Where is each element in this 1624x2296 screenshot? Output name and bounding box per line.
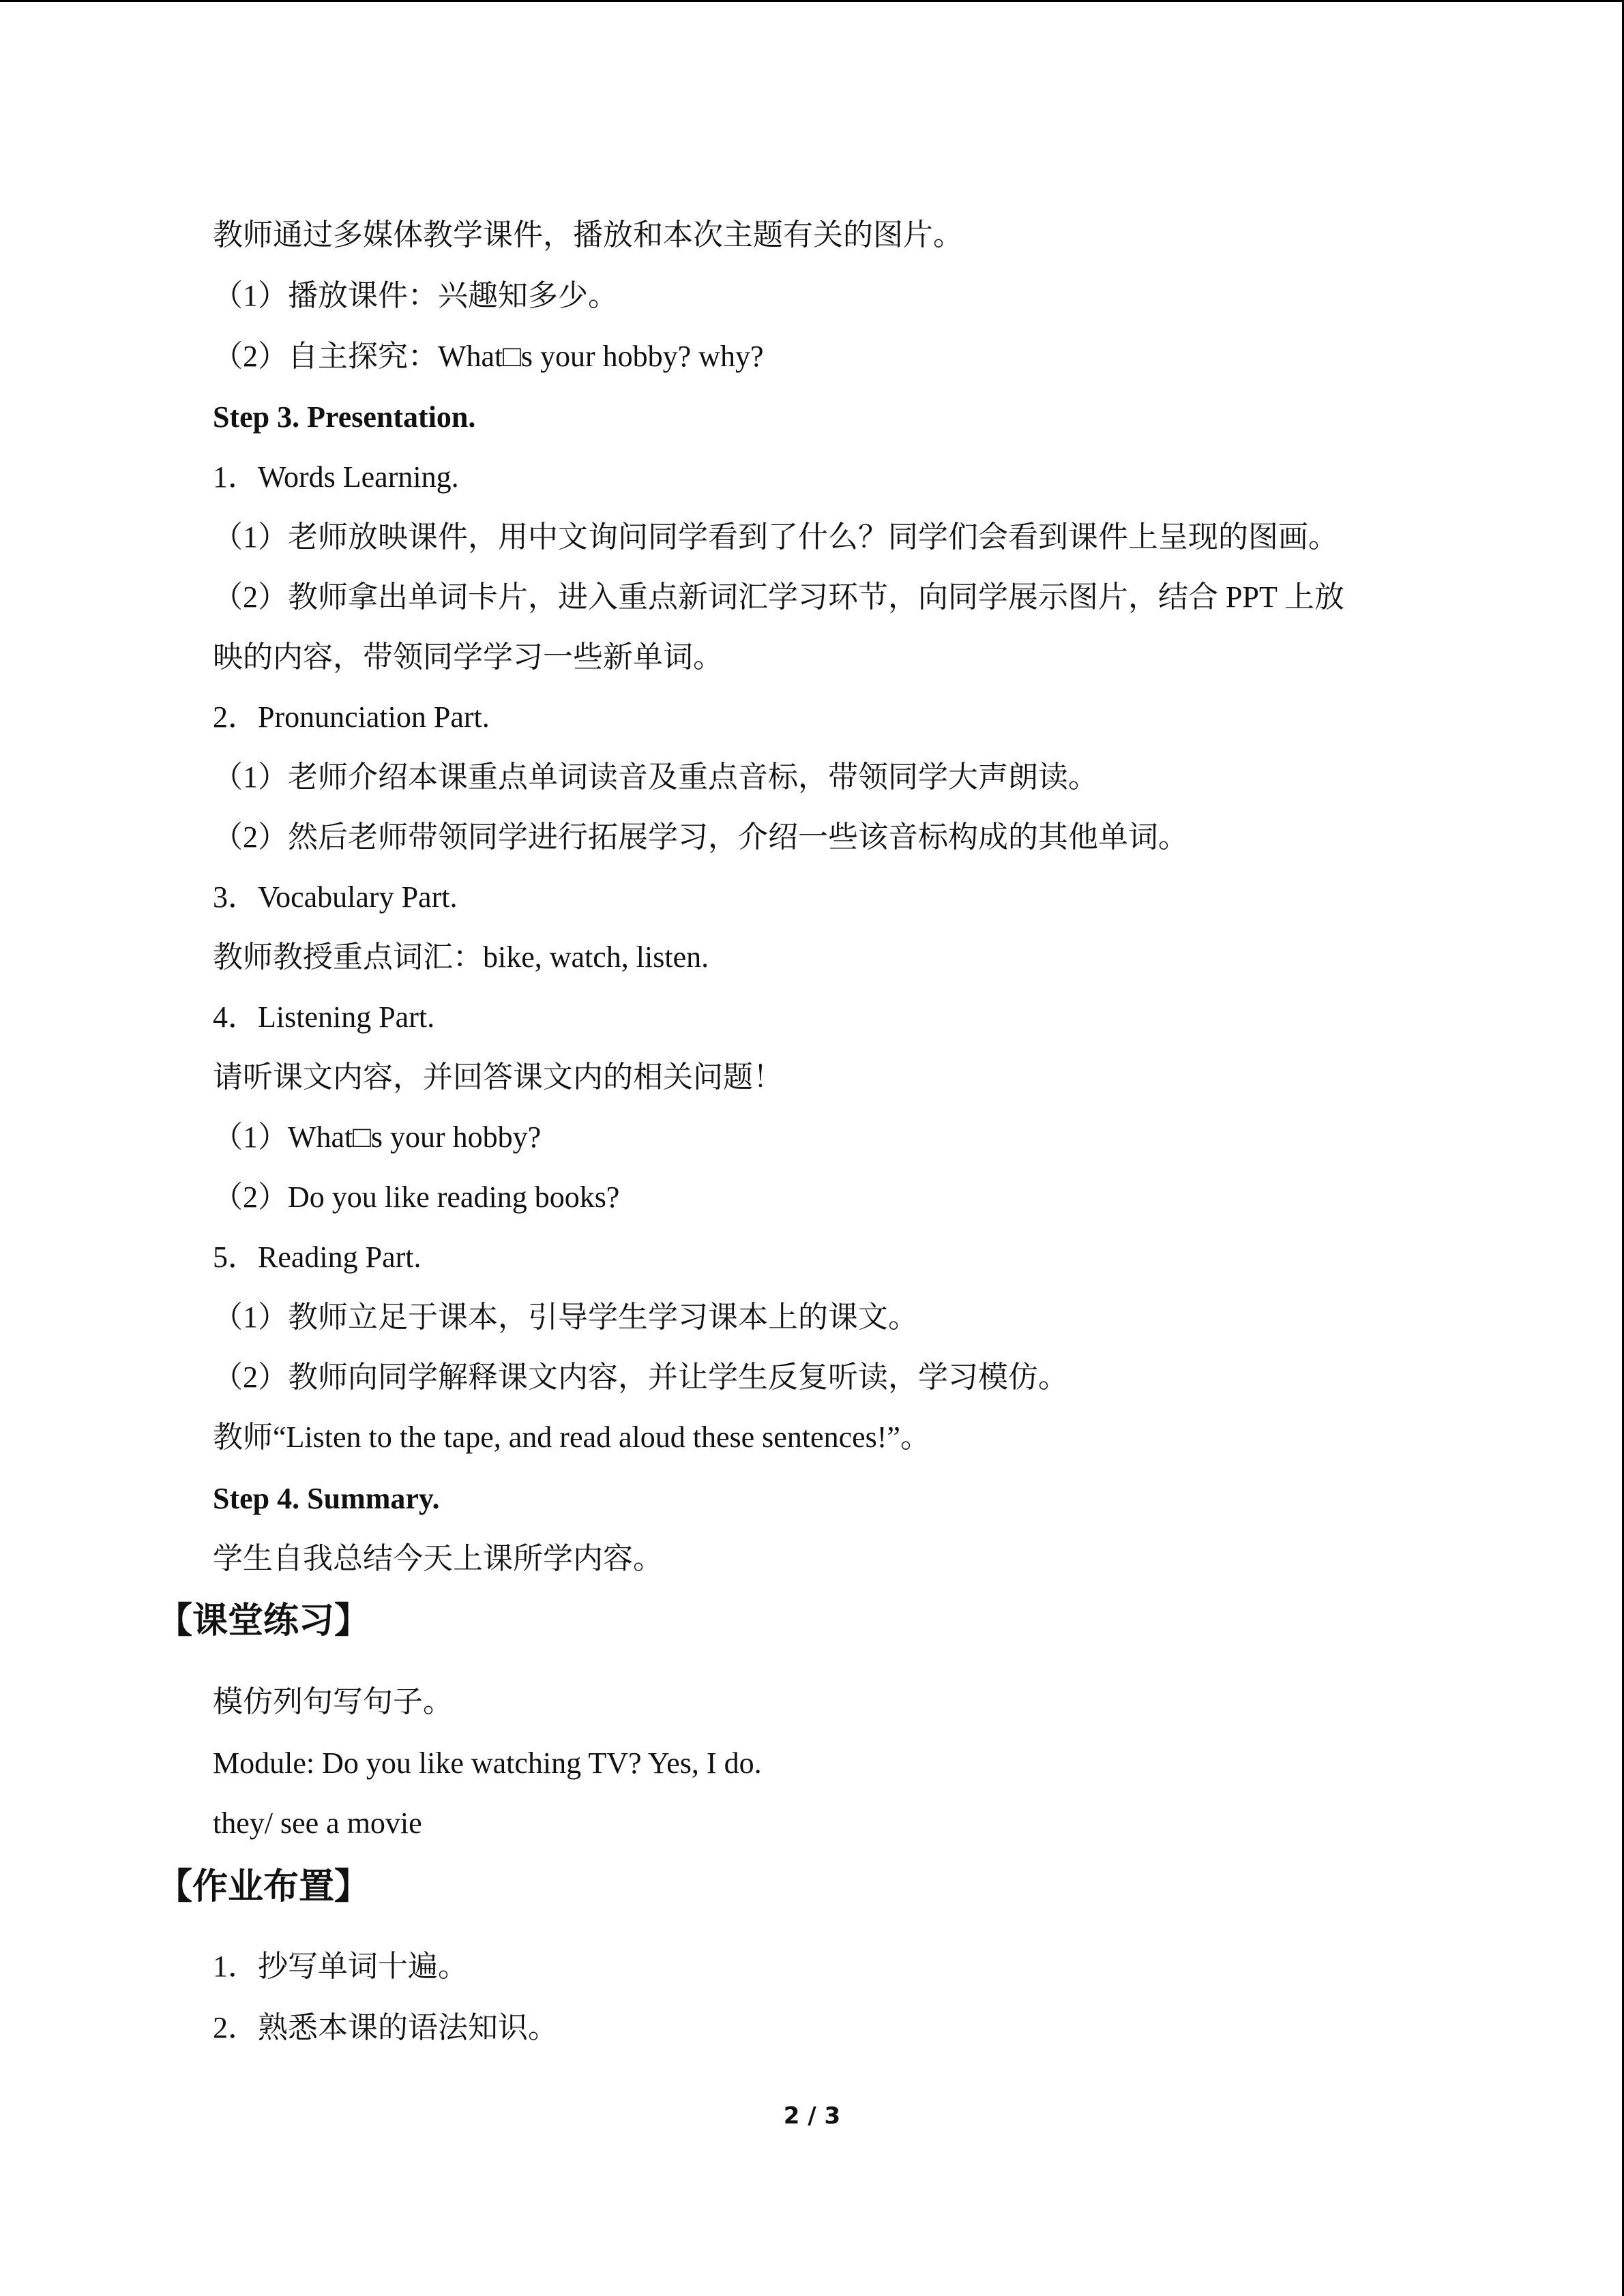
page-number: 2 / 3 (783, 2102, 841, 2130)
reading-instruction: 教师“Listen to the tape, and read aloud these sentences!”。 (213, 1420, 930, 1454)
subheading-reading: 5．Reading Part. (213, 1240, 422, 1274)
vocabulary-line: 教师教授重点词汇：bike, watch, listen. (213, 940, 709, 974)
homework-item-2: 2．熟悉本课的语法知识。 (213, 2011, 558, 2044)
list-item-reading-2: （2）教师向同学解释课文内容，并让学生反复听读，学习模仿。 (213, 1360, 1068, 1394)
intro-line: 教师通过多媒体教学课件，播放和本次主题有关的图片。 (213, 218, 963, 252)
homework-item-1: 1．抄写单词十遍。 (213, 1950, 468, 1983)
listening-question-2: （2）Do you like reading books? (213, 1180, 620, 1214)
list-item-word-cards: （2）教师拿出单词卡片，进入重点新词汇学习环节，向同学展示图片，结合 PPT 上放 (213, 580, 1345, 614)
section-heading-homework: 【作业布置】 (157, 1866, 370, 1907)
list-item-show-courseware: （1）老师放映课件，用中文询问同学看到了什么？同学们会看到课件上呈现的图画。 (213, 520, 1338, 554)
summary-line: 学生自我总结今天上课所学内容。 (213, 1542, 663, 1575)
subheading-words-learning: 1．Words Learning. (213, 460, 459, 494)
step-4-heading: Step 4. Summary. (213, 1482, 440, 1515)
practice-module: Module: Do you like watching TV? Yes, I do. (213, 1746, 762, 1780)
list-item-reading-1: （1）教师立足于课本，引导学生学习课本上的课文。 (213, 1300, 918, 1334)
list-item-pronunciation-1: （1）老师介绍本课重点单词读音及重点音标，带领同学大声朗读。 (213, 760, 1098, 794)
practice-exercise: they/ see a movie (213, 1806, 422, 1840)
list-item-play-courseware: （1）播放课件：兴趣知多少。 (213, 279, 618, 312)
subheading-vocabulary: 3．Vocabulary Part. (213, 880, 458, 914)
listening-instruction: 请听课文内容，并回答课文内的相关问题！ (213, 1060, 783, 1094)
section-heading-practice: 【课堂练习】 (157, 1600, 370, 1641)
subheading-listening: 4．Listening Part. (213, 1000, 435, 1034)
list-item-self-explore: （2）自主探究：What□s your hobby? why? (213, 340, 764, 373)
subheading-pronunciation: 2．Pronunciation Part. (213, 700, 490, 734)
step-3-heading: Step 3. Presentation. (213, 400, 476, 434)
list-item-pronunciation-2: （2）然后老师带领同学进行拓展学习，介绍一些该音标构成的其他单词。 (213, 820, 1188, 854)
listening-question-1: （1）What□s your hobby? (213, 1120, 542, 1154)
practice-instruction: 模仿列句写句子。 (213, 1685, 453, 1718)
list-item-word-cards-cont: 映的内容，带领同学学习一些新单词。 (213, 640, 723, 674)
